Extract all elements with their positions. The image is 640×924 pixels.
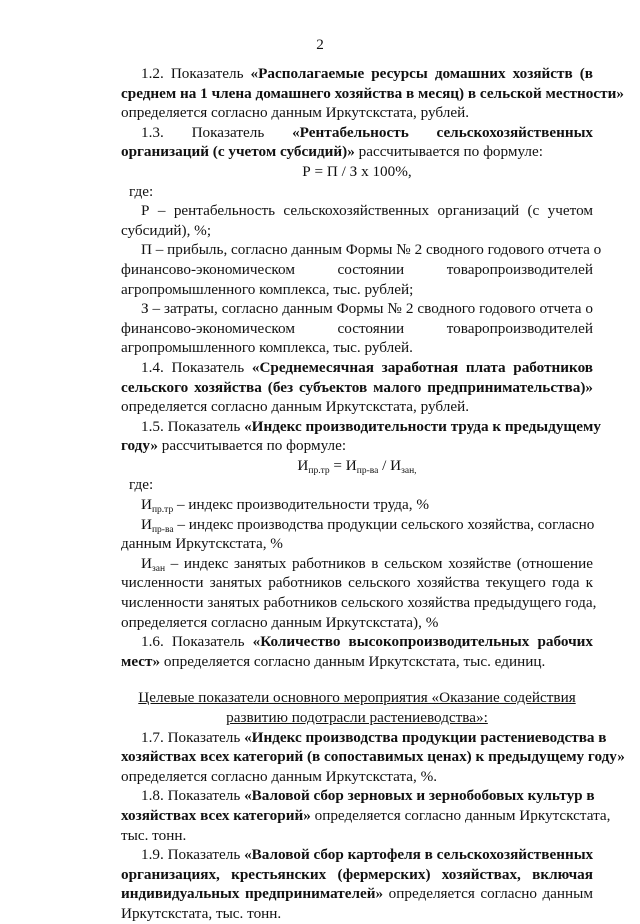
document-body <box>121 64 625 924</box>
paragraph-1-9: 1.9. Показатель «Валовой сбор картофеля в сельскохозяйственных организациях, крестьянских (фермерских) хозяйствах, включая индивидуальных предпринимателей» определяется согласно данным Иркутскстата, тыс. тонн. <box>121 846 594 922</box>
formula-profitability: Р = П / З х 100%, <box>302 162 412 180</box>
paragraph-1-3: 1.3. Показатель «Рентабельность сельскохозяйственных организаций (с учетом субсидий)» рассчитывается по формуле: Р = П / З х 100%, где: Р – рентабельность сельскохозяйственных организаций (с учетом субсидий), %; П – прибыль, согласно данным Формы № 2 сводного годового отчета о финансово-экономическом состоянии товаропроизводителей агропромышленного комплекса, тыс. рублей; З – затраты, согласно данным Формы № 2 сводного годового отчета о финансово-экономическом состоянии товаропроизводителей агропромышленного комплекса, тыс. рублей. <box>121 123 602 357</box>
section-heading: Целевые показатели основного мероприятия «Оказание содействия развитию подотрасли растениеводства»: <box>138 689 576 726</box>
paragraph-1-4: 1.4. Показатель «Среднемесячная заработная плата работников сельского хозяйства (без субъектов малого предпринимательства)» определяется согласно данным Иркутскстата, рублей. <box>121 358 593 416</box>
paragraph-1-7: 1.7. Показатель «Индекс производства продукции растениеводства в хозяйствах всех категорий (в сопоставимых ценах) к предыдущему году» определяется согласно данным Иркутскстата, %. <box>121 728 625 785</box>
formula-productivity: $И_{пр.тр} = И_{пр-ва} / И_{зан,}$ <box>297 456 417 476</box>
page-number: 2 <box>316 36 324 53</box>
paragraph-1-6: 1.6. Показатель «Количество высокопроизводительных рабочих мест» определяется согласно данным Иркутскстата, тыс. единиц. <box>121 633 593 670</box>
paragraph-1-2: 1.2. Показатель «Располагаемые ресурсы домашних хозяйств (в среднем на 1 члена домашнего хозяйства в месяц) в сельской местности» определяется согласно данным Иркутскстата, рублей. <box>121 65 624 122</box>
paragraph-1-5: 1.5. Показатель «Индекс производительности труда к предыдущему году» рассчитывается по формуле: $И_{пр.тр} = И_{пр-ва} / И_{зан,}$ где: $И_{пр.тр}$ – индекс производительности труда, % $И_{пр-ва}$ – индекс производства продукции сельского хозяйства, согласно данным Иркутскстата, % $И_{зан}$ – индекс занятых работников в сельском хозяйстве (отношение численности занятых работников сельского хозяйства текущего года к численности занятых работников сельского хозяйства предыдущего года, определяется согласно данным Иркутскстата), % <box>121 417 601 631</box>
paragraph-1-8: 1.8. Показатель «Валовой сбор зерновых и зернобобовых культур в хозяйствах всех категорий» определяется согласно данным Иркутскстата, тыс. тонн. <box>121 787 611 844</box>
